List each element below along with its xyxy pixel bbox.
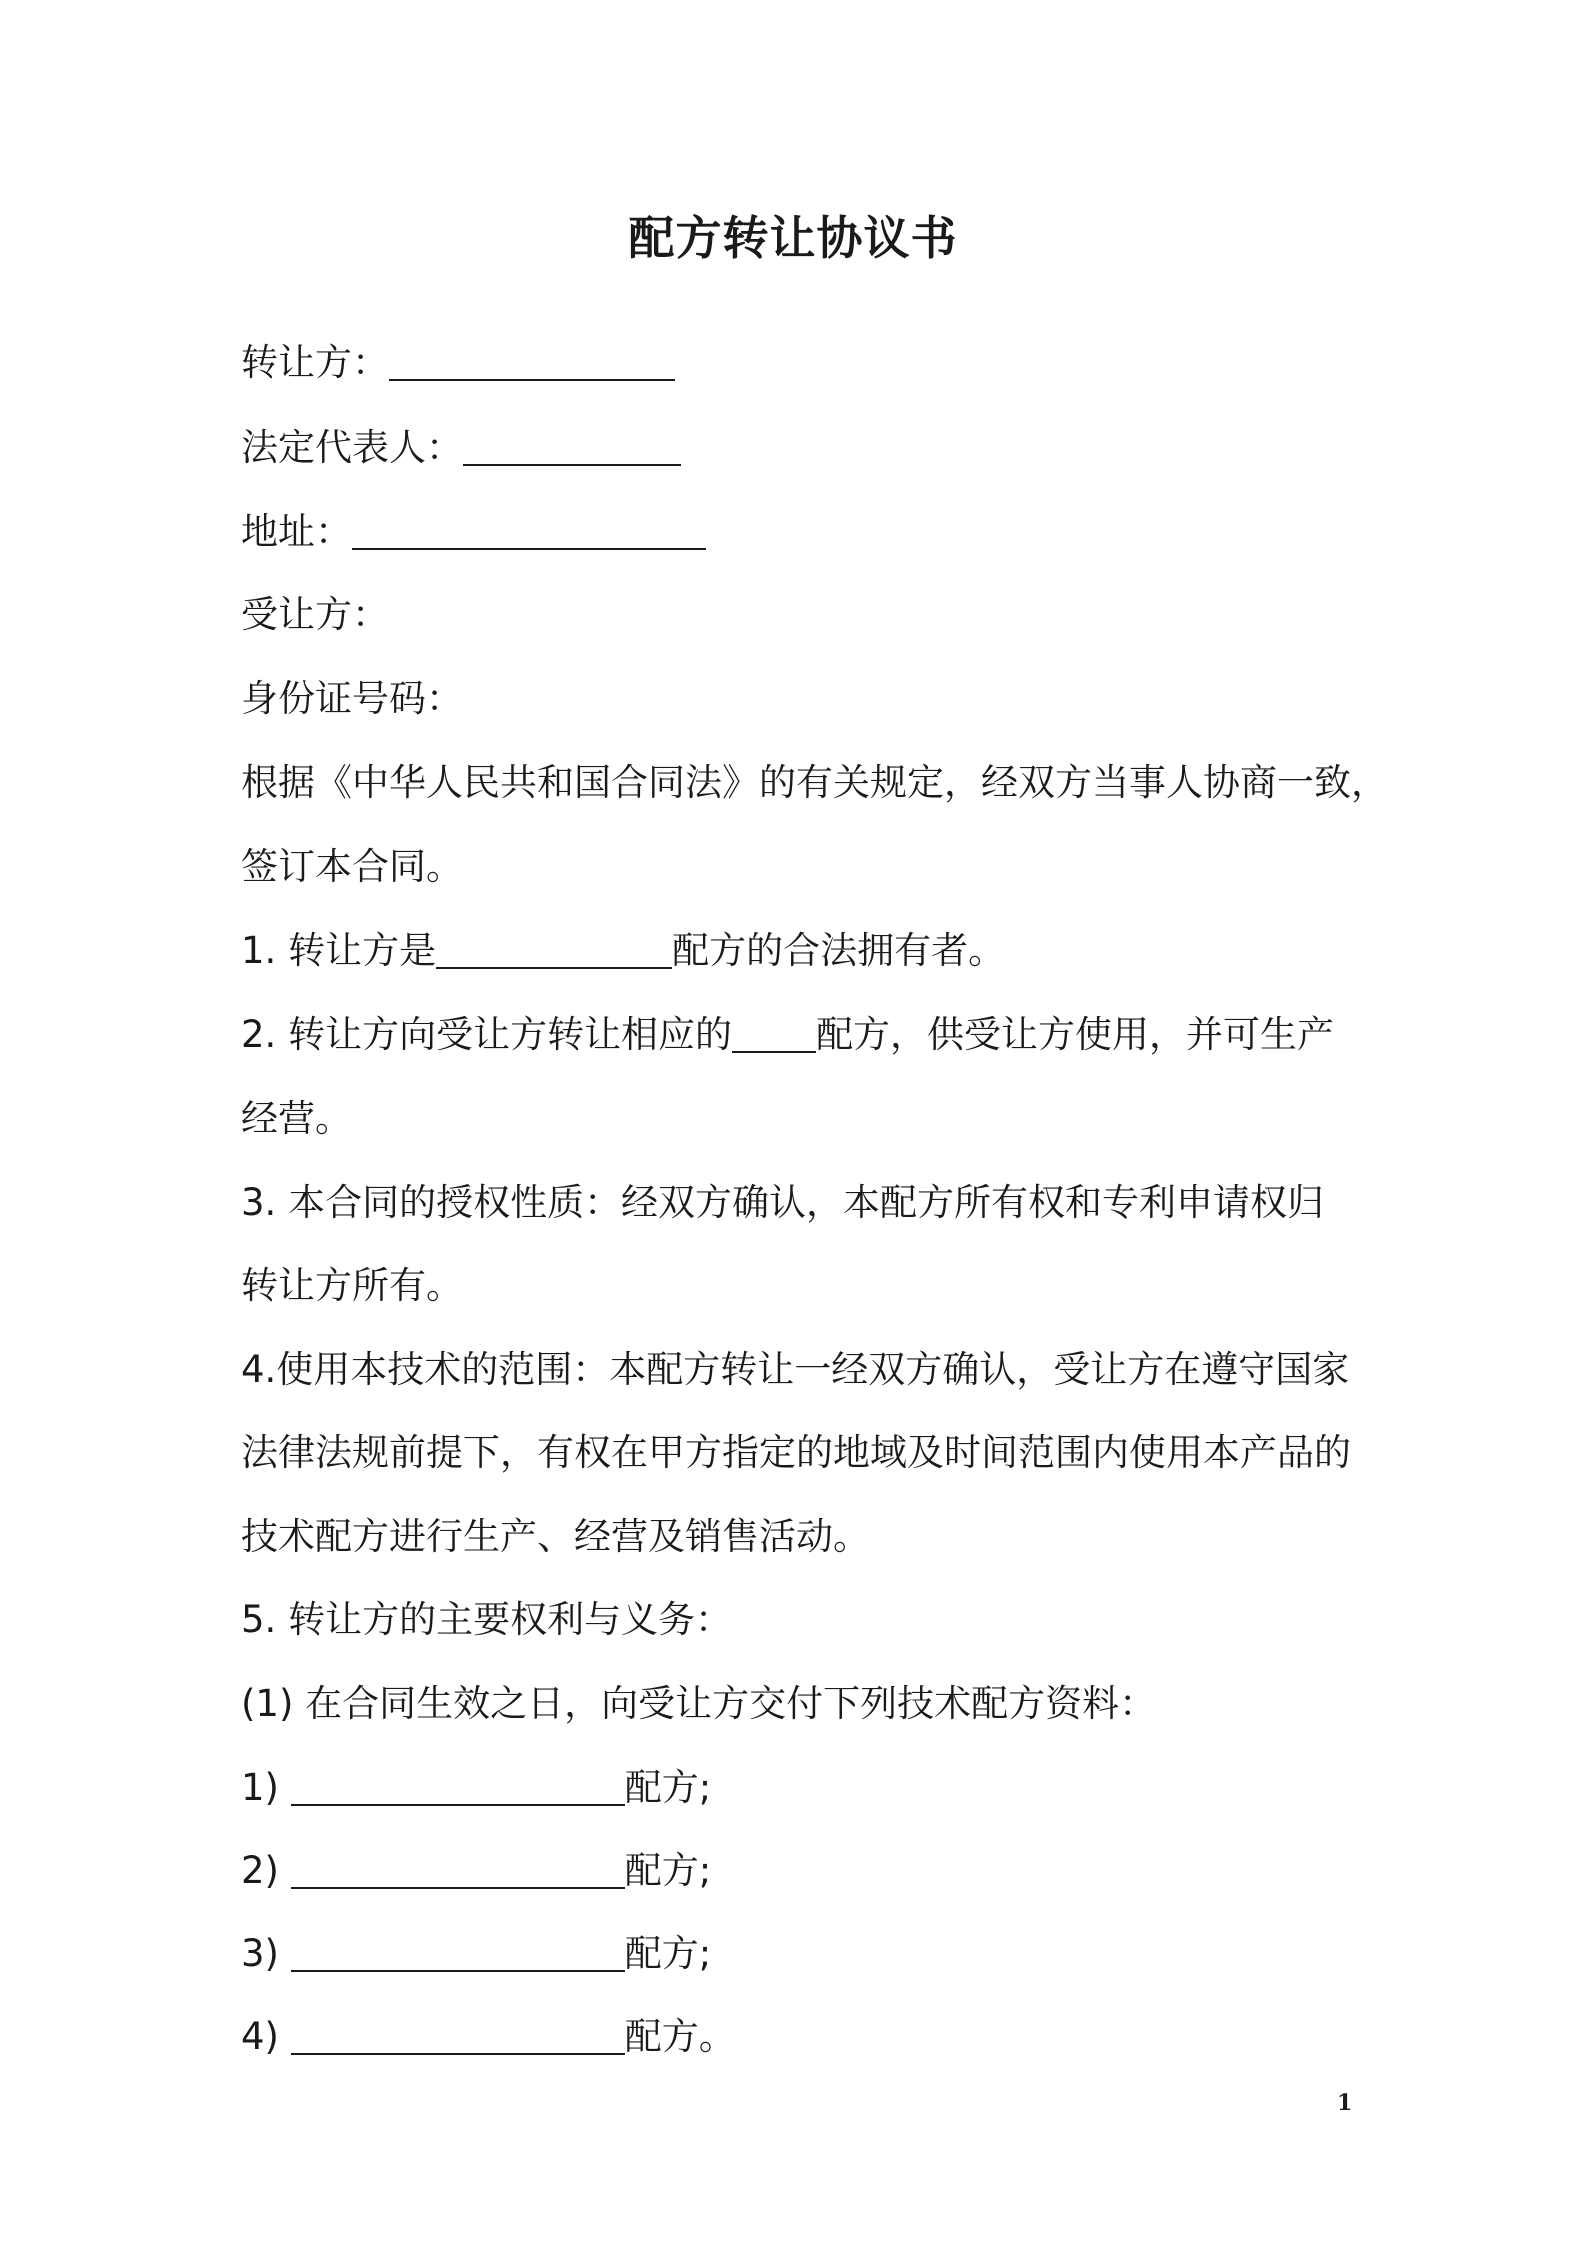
formula-item-number: 2): [241, 1849, 291, 1892]
formula-item: [241, 2007, 736, 2067]
formula-item-number: 3): [241, 1932, 291, 1975]
document-title: 配方转让协议书: [628, 211, 958, 265]
legal-rep-field: [241, 418, 681, 478]
clause-4-line-3: 技术配方进行生产、经营及销售活动。: [241, 1515, 870, 1558]
legal-rep-label: 法定代表人：: [241, 426, 463, 469]
formula-item-number: 4): [241, 2015, 291, 2058]
clause-4-line-2: 法律法规前提下，有权在甲方指定的地域及时间范围内使用本产品的: [241, 1431, 1351, 1474]
formula-item-suffix: 配方;: [624, 1932, 712, 1975]
transferor-field: [241, 333, 675, 393]
formula-item-suffix: 配方;: [624, 1766, 712, 1809]
formula-item-blank: [291, 1847, 625, 1889]
clause-2-before: 2. 转让方向受让方转让相应的: [241, 1013, 733, 1056]
clause-2: [241, 1005, 1334, 1065]
transferee-label: 受让方：: [241, 593, 389, 636]
clause-1-blank: [436, 927, 672, 969]
clause-2-after: 配方，供受让方使用，并可生产: [816, 1013, 1335, 1056]
clause-1-before: 1. 转让方是: [241, 929, 437, 972]
formula-item-blank: [291, 1764, 625, 1806]
page-number: 1: [1337, 2090, 1353, 2116]
transferee-field: [241, 585, 389, 645]
clause-1-after: 配方的合法拥有者。: [672, 929, 1006, 972]
clause-2-blank: [732, 1011, 816, 1053]
address-field: [241, 502, 706, 562]
legal-rep-blank: [463, 424, 681, 466]
clause-5-heading: 5. 转让方的主要权利与义务：: [241, 1598, 733, 1641]
formula-item: [241, 1841, 711, 1901]
formula-item-suffix: 配方。: [624, 2015, 736, 2058]
address-label: 地址：: [241, 510, 352, 553]
id-number-field: [241, 669, 463, 729]
clause-2-continuation: 经营。: [241, 1097, 352, 1140]
address-blank: [352, 508, 706, 550]
formula-item: [241, 1758, 711, 1818]
formula-item-number: 1): [241, 1766, 291, 1809]
id-number-label: 身份证号码：: [241, 677, 463, 720]
transferor-blank: [389, 339, 675, 381]
clause-1: [241, 921, 1005, 981]
clause-3-line-1: 3. 本合同的授权性质：经双方确认，本配方所有权和专利申请权归: [241, 1181, 1325, 1224]
formula-item-blank: [291, 2013, 625, 2055]
formula-item-blank: [291, 1930, 625, 1972]
clause-5-sub-1: (1) 在合同生效之日，向受让方交付下列技术配方资料：: [241, 1682, 1157, 1725]
preamble-line-2: 签订本合同。: [241, 845, 463, 888]
formula-item: [241, 1924, 711, 1984]
transferor-label: 转让方：: [241, 341, 389, 384]
clause-4-line-1: 4.使用本技术的范围：本配方转让一经双方确认，受让方在遵守国家: [241, 1348, 1350, 1391]
preamble-line-1: 根据《中华人民共和国合同法》的有关规定，经双方当事人协商一致，: [241, 761, 1388, 804]
clause-3-line-2: 转让方所有。: [241, 1264, 463, 1307]
formula-item-suffix: 配方;: [624, 1849, 712, 1892]
